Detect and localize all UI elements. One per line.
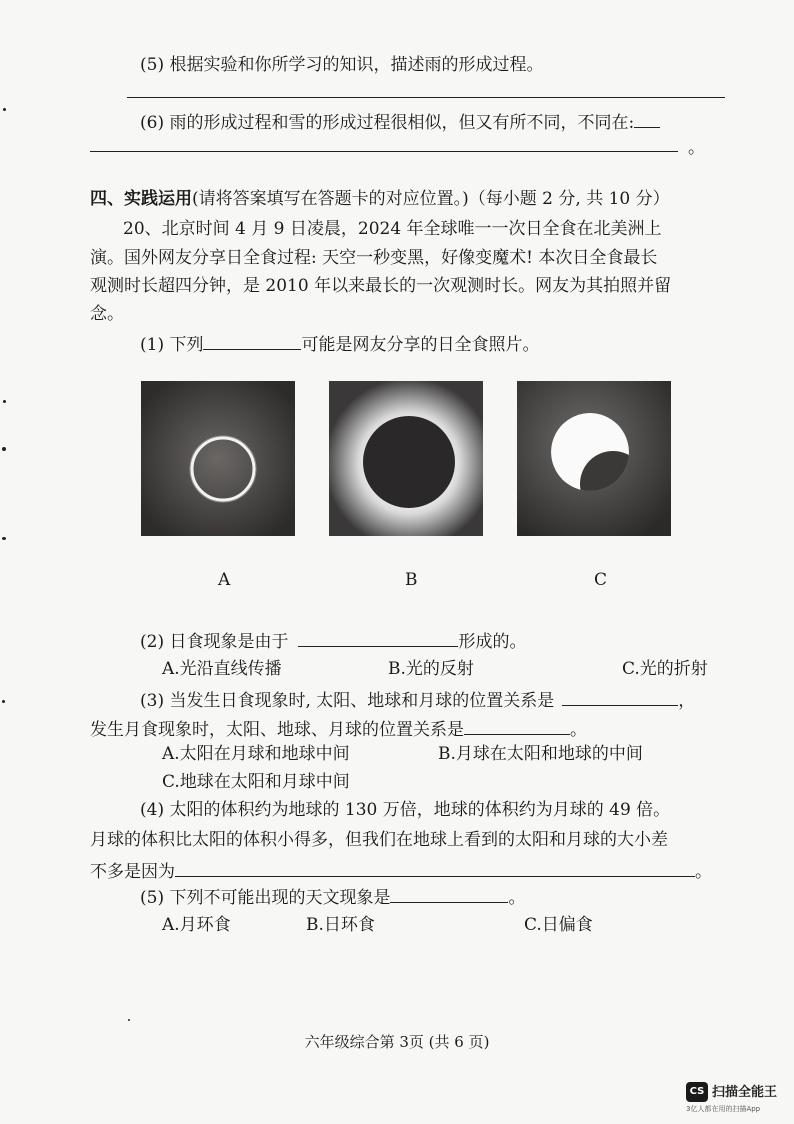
question-6-prompt: (6) 雨的形成过程和雪的形成过程很相似，但又有所不同，不同在: [140, 113, 635, 133]
q20-sub5-before: (5) 下列不可能出现的天文现象是 [140, 888, 391, 908]
q20-sub2-option-b: B.光的反射 [388, 659, 474, 679]
q20-intro-line-2: 演。国外网友分享日全食过程: 天空一秒变黑，好像变魔术! 本次日全食最长 [90, 248, 658, 268]
q20-sub1 [140, 331, 539, 357]
scan-speck [2, 537, 6, 540]
q20-intro-line-1: 20、北京时间 4 月 9 日凌晨，2024 年全球唯一一次日全食在北美洲上 [123, 219, 662, 239]
q20-sub1-after: 可能是网友分享的日全食照片。 [301, 335, 540, 355]
q20-intro-line-4: 念。 [90, 304, 124, 324]
q20-sub3-option-a: A.太阳在月球和地球中间 [162, 744, 350, 764]
q20-sub3-line1-after: ， [678, 691, 696, 711]
q20-sub3-blank-2[interactable] [464, 716, 570, 735]
q20-sub5-option-b: B.日环食 [306, 915, 375, 935]
page-footer: 六年级综合第 3页 (共 6 页) [304, 1033, 490, 1051]
q20-sub5-after: 。 [508, 888, 526, 908]
q20-sub3-line2-before: 发生月食现象时，太阳、地球、月球的位置关系是 [90, 720, 464, 740]
scan-speck [2, 700, 5, 703]
q20-sub4-line3-after: 。 [695, 862, 712, 882]
q20-sub3-option-b: B.月球在太阳和地球的中间 [438, 744, 643, 764]
question-6-text [140, 109, 660, 135]
q20-sub3-blank-1[interactable] [562, 687, 678, 706]
camscanner-tagline: 3亿人都在用的扫描App [686, 1105, 761, 1113]
q20-sub2-after: 形成的。 [458, 632, 527, 652]
question-6-blank[interactable] [634, 109, 660, 128]
question-6-end: 。 [688, 138, 705, 158]
scan-speck [2, 447, 6, 451]
q20-sub4-line-1: (4) 太阳的体积约为地球的 130 万倍，地球的体积约为月球的 49 倍。 [140, 800, 671, 820]
photo-label-c: C [594, 570, 608, 590]
scan-speck [3, 108, 6, 111]
question-6-answer-line[interactable] [90, 151, 678, 152]
q20-sub2-option-c: C.光的折射 [622, 659, 708, 679]
q20-intro-line-3: 观测时长超四分钟，是 2010 年以来最长的一次观测时长。网友为其拍照并留 [90, 276, 672, 296]
q20-sub3-line2-after: 。 [570, 720, 587, 740]
scan-speck [3, 400, 6, 403]
eclipse-photo-b [329, 381, 483, 536]
q20-sub3-line-2 [90, 716, 587, 742]
question-5-answer-line[interactable] [127, 97, 725, 98]
q20-sub5 [140, 884, 525, 910]
section-4-heading [90, 187, 670, 211]
camscanner-name: 扫描全能王 [712, 1085, 778, 1100]
q20-sub3-line-1 [140, 687, 695, 713]
q20-sub2-option-a: A.光沿直线传播 [162, 659, 282, 679]
q20-sub1-blank[interactable] [203, 331, 301, 350]
camscanner-logo-icon: CS [686, 1082, 708, 1102]
q20-sub5-option-a: A.月环食 [162, 915, 231, 935]
scan-speck [128, 1019, 130, 1021]
photo-label-a: A [218, 570, 231, 590]
q20-sub4-line3-before: 不多是因为 [90, 862, 175, 882]
section-4-title: 四、实践运用 [90, 189, 192, 209]
q20-sub3-option-c: C.地球在太阳和月球中间 [162, 772, 350, 792]
q20-sub2-blank[interactable] [298, 628, 458, 647]
q20-sub5-option-c: C.日偏食 [524, 915, 593, 935]
q20-sub5-blank[interactable] [390, 884, 508, 903]
eclipse-photo-c [517, 381, 671, 536]
q20-sub2-before: (2) 日食现象是由于 [140, 632, 289, 652]
section-4-note: (请将答案填写在答题卡的对应位置。)（每小题 2 分, 共 10 分） [192, 189, 670, 209]
photo-label-b: B [405, 570, 418, 590]
q20-sub4-line-2: 月球的体积比太阳的体积小得多，但我们在地球上看到的太阳和月球的大小差 [90, 830, 668, 850]
q20-sub2 [140, 628, 526, 654]
q20-sub3-line1-before: (3) 当发生日食现象时, 太阳、地球和月球的位置关系是 [140, 691, 555, 711]
q20-sub4-blank[interactable] [175, 858, 695, 877]
q20-sub4-line-3 [90, 858, 712, 884]
eclipse-photo-a [141, 381, 295, 536]
question-5-text: (5) 根据实验和你所学习的知识，描述雨的形成过程。 [140, 55, 544, 75]
q20-sub1-before: (1) 下列 [140, 335, 204, 355]
